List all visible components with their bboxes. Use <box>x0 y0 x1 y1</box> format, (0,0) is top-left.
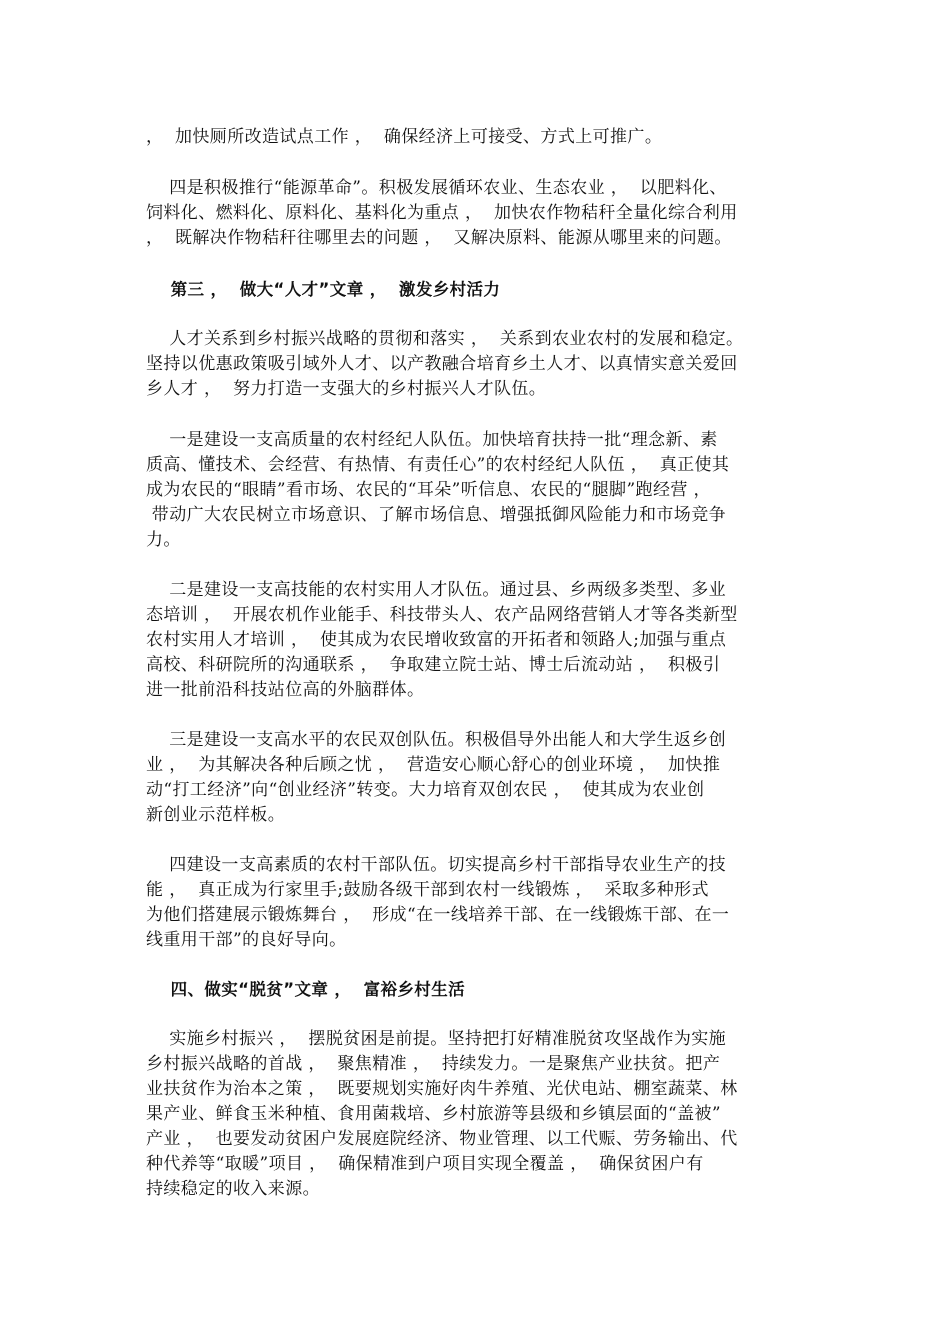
text-line: 人才关系到乡村振兴战略的贯彻和落实 ， 关系到农业农村的发展和稳定。 <box>146 329 744 349</box>
text-line: 三是建设一支高水平的农民双创队伍。积极倡导外出能人和大学生返乡创 <box>146 730 727 750</box>
text-line: ， 加快厕所改造试点工作 ， 确保经济上可接受、方式上可推广。 <box>146 127 663 147</box>
text-line: 四建设一支高素质的农村干部队伍。切实提高乡村干部指导农业生产的技 <box>146 855 727 875</box>
text-line: ， 既解决作物秸秆往哪里去的问题 ， 又解决原料、能源从哪里来的问题。 <box>146 228 732 248</box>
text-line: 产业 ， 也要发动贫困户发展庭院经济、物业管理、以工代赈、劳务输出、代 <box>146 1129 738 1149</box>
text-line: 一是建设一支高质量的农村经纪人队伍。加快培育扶持一批“理念新、素 <box>146 430 718 450</box>
text-line: 种代养等“取暖”项目 ， 确保精准到户项目实现全覆盖 ， 确保贫困户有 <box>146 1154 704 1174</box>
text-line: 四是积极推行“能源革命”。积极发展循环农业、生态农业 ， 以肥料化、 <box>146 178 727 198</box>
text-line: 高校、科研院所的沟通联系 ， 争取建立院士站、博士后流动站 ， 积极引 <box>146 655 721 675</box>
section-heading: 第三 ， 做大“人才”文章 ， 激发乡村活力 <box>146 280 501 299</box>
text-line: 新创业示范样板。 <box>146 805 286 825</box>
text-line: 饲料化、燃料化、原料化、基料化为重点 ， 加快农作物秸秆全量化综合利用 <box>146 203 738 223</box>
text-line: 乡村振兴战略的首战 ， 聚焦精准 ， 持续发力。一是聚焦产业扶贫。把产 <box>146 1054 721 1074</box>
section-heading: 四、做实“脱贫”文章 ， 富裕乡村生活 <box>146 980 465 999</box>
text-line: 业 ， 为其解决各种后顾之忧 ， 营造安心顺心舒心的创业环境 ， 加快推 <box>146 755 721 775</box>
text-line: 为他们搭建展示锻炼舞台 ， 形成“在一线培养干部、在一线锻炼干部、在一 <box>146 905 730 925</box>
text-line: 动“打工经济”向“创业经济”转变。大力培育双创农民 ， 使其成为农业创 <box>146 780 705 800</box>
text-line: 力。 <box>146 530 181 550</box>
text-line: 能 ， 真正成为行家里手;鼓励各级干部到农村一线锻炼 ， 采取多种形式 <box>146 880 709 900</box>
text-line: 带动广大农民树立市场意识、了解市场信息、增强抵御风险能力和市场竞争 <box>146 505 727 525</box>
text-line: 二是建设一支高技能的农村实用人才队伍。通过县、乡两级多类型、多业 <box>146 580 727 600</box>
text-line: 农村实用人才培训 ， 使其成为农民增收致富的开拓者和领路人;加强与重点 <box>146 630 727 650</box>
text-line: 进一批前沿科技站位高的外脑群体。 <box>146 680 425 700</box>
text-line: 成为农民的“眼睛”看市场、农民的“耳朵”听信息、农民的“腿脚”跑经营 ， <box>146 480 711 500</box>
text-line: 持续稳定的收入来源。 <box>146 1179 320 1199</box>
text-line: 态培训 ， 开展农机作业能手、科技带头人、农产品网络营销人才等各类新型 <box>146 605 738 625</box>
text-line: 业扶贫作为治本之策 ， 既要规划实施好肉牛养殖、光伏电站、棚室蔬菜、林 <box>146 1079 738 1099</box>
text-line: 质高、懂技术、会经营、有热情、有责任心”的农村经纪人队伍 ， 真正使其 <box>146 455 730 475</box>
text-line: 乡人才 ， 努力打造一支强大的乡村振兴人才队伍。 <box>146 379 547 399</box>
text-line: 实施乡村振兴 ， 摆脱贫困是前提。坚持把打好精准脱贫攻坚战作为实施 <box>146 1029 727 1049</box>
text-line: 果产业、鲜食玉米种植、食用菌栽培、乡村旅游等县级和乡镇层面的“盖被” <box>146 1104 721 1124</box>
text-line: 线重用干部”的良好导向。 <box>146 930 347 950</box>
text-line: 坚持以优惠政策吸引域外人才、以产教融合培育乡土人才、以真情实意关爱回 <box>146 354 738 374</box>
